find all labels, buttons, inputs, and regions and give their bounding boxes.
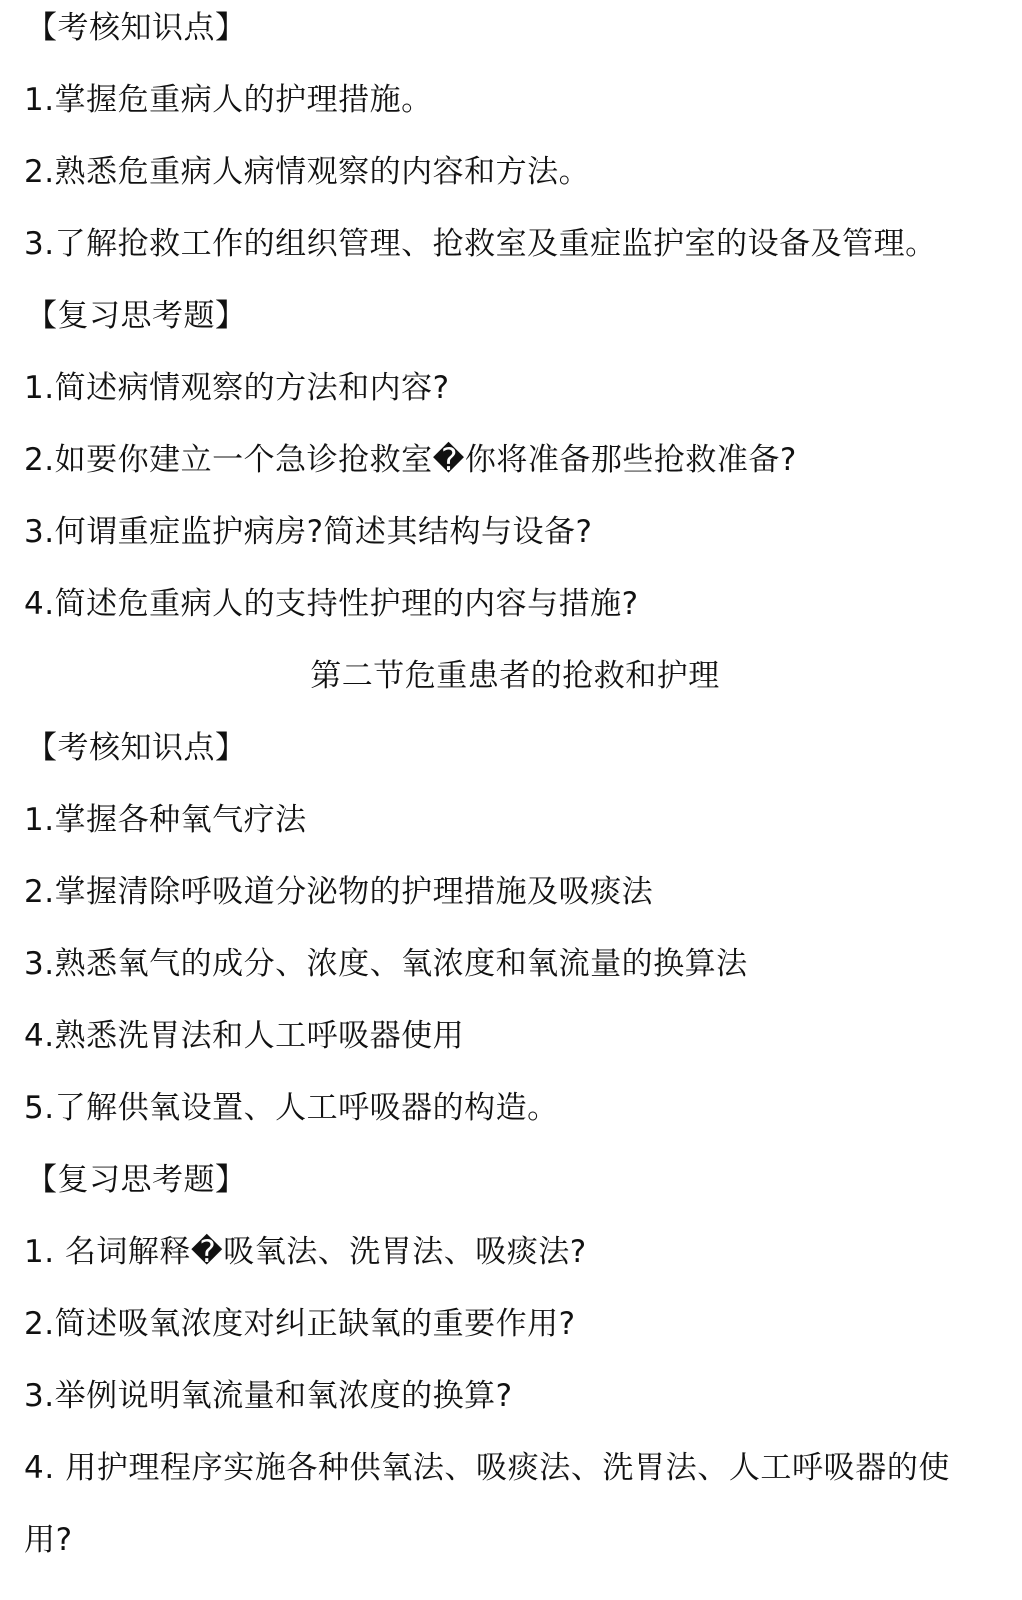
section2-review-item-3: 3.举例说明氧流量和氧浓度的换算?: [24, 1378, 513, 1414]
section1-knowledge-item-2: 2.熟悉危重病人病情观察的内容和方法。: [24, 154, 591, 190]
section1-review-item-2: 2.如要你建立一个急诊抢救室�你将准备那些抢救准备?: [24, 442, 797, 478]
section1-review-item-3: 3.何谓重症监护病房?简述其结构与设备?: [24, 514, 593, 550]
section2-review-item-1: 1. 名词解释�吸氧法、洗胃法、吸痰法?: [24, 1234, 587, 1270]
section1-knowledge-heading: 【考核知识点】: [26, 10, 247, 46]
section2-knowledge-item-4: 4.熟悉洗胃法和人工呼吸器使用: [24, 1018, 465, 1054]
section2-review-item-2: 2.简述吸氧浓度对纠正缺氧的重要作用?: [24, 1306, 576, 1342]
section2-review-heading: 【复习思考题】: [26, 1162, 247, 1198]
section1-review-heading: 【复习思考题】: [26, 298, 247, 334]
section2-knowledge-heading: 【考核知识点】: [26, 730, 247, 766]
section1-review-item-1: 1.简述病情观察的方法和内容?: [24, 370, 450, 406]
section2-knowledge-item-2: 2.掌握清除呼吸道分泌物的护理措施及吸痰法: [24, 874, 654, 910]
section1-knowledge-item-3: 3.了解抢救工作的组织管理、抢救室及重症监护室的设备及管理。: [24, 226, 937, 262]
section1-review-item-4: 4.简述危重病人的支持性护理的内容与措施?: [24, 586, 639, 622]
section1-knowledge-item-1: 1.掌握危重病人的护理措施。: [24, 82, 433, 118]
section2-knowledge-item-1: 1.掌握各种氧气疗法: [24, 802, 307, 838]
section2-title: 第二节危重患者的抢救和护理: [310, 658, 720, 694]
section2-knowledge-item-3: 3.熟悉氧气的成分、浓度、氧浓度和氧流量的换算法: [24, 946, 748, 982]
section2-knowledge-item-5: 5.了解供氧设置、人工呼吸器的构造。: [24, 1090, 559, 1126]
section2-review-item-4: 4. 用护理程序实施各种供氧法、吸痰法、洗胃法、人工呼吸器的使用?: [24, 1450, 951, 1558]
